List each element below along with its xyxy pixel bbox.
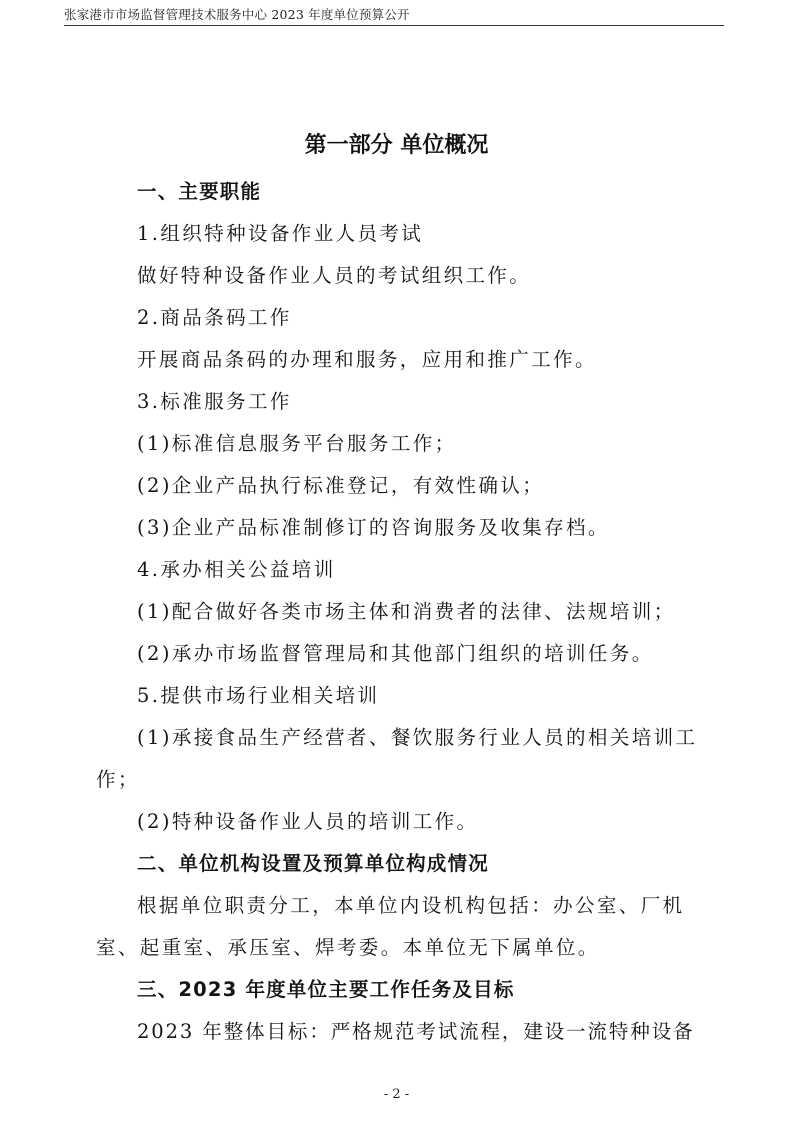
page-title: 第一部分 单位概况 xyxy=(304,133,489,158)
item-4-title: 4.承办相关公益培训 xyxy=(137,558,336,581)
section-heading-organization: 二、单位机构设置及预算单位构成情况 xyxy=(137,852,489,875)
organization-text-line-2: 室、起重室、承压室、焊考委。本单位无下属单位。 xyxy=(96,936,600,959)
item-5-title: 5.提供市场行业相关培训 xyxy=(137,684,380,707)
item-5-sub-2: (2)特种设备作业人员的培训工作。 xyxy=(137,810,479,833)
item-5-sub-1-line-2: 作； xyxy=(96,768,140,791)
item-2-title: 2.商品条码工作 xyxy=(137,306,292,329)
item-1-text: 做好特种设备作业人员的考试组织工作。 xyxy=(137,264,532,287)
item-5-sub-1-line-1: (1)承接食品生产经营者、餐饮服务行业人员的相关培训工 xyxy=(137,726,698,749)
tasks-goals-text-line-1: 2023 年整体目标：严格规范考试流程，建设一流特种设备 xyxy=(137,1020,695,1043)
page-header: 张家港市市场监督管理技术服务中心 2023 年度单位预算公开 xyxy=(64,7,410,22)
item-3-title: 3.标准服务工作 xyxy=(137,390,292,413)
item-3-sub-3: (3)企业产品标准制修订的咨询服务及收集存档。 xyxy=(137,516,610,539)
item-4-sub-1: (1)配合做好各类市场主体和消费者的法律、法规培训； xyxy=(137,600,676,623)
item-1-title: 1.组织特种设备作业人员考试 xyxy=(137,222,424,245)
header-divider xyxy=(64,25,724,26)
item-3-sub-2: (2)企业产品执行标准登记，有效性确认； xyxy=(137,474,545,497)
item-3-sub-1: (1)标准信息服务平台服务工作； xyxy=(137,432,457,455)
item-4-sub-2: (2)承办市场监督管理局和其他部门组织的培训任务。 xyxy=(137,642,654,665)
item-2-text: 开展商品条码的办理和服务，应用和推广工作。 xyxy=(137,348,597,371)
section-heading-main-functions: 一、主要职能 xyxy=(137,180,262,203)
organization-text-line-1: 根据单位职责分工，本单位内设机构包括：办公室、厂机 xyxy=(137,894,685,917)
section-heading-tasks-goals: 三、2023 年度单位主要工作任务及目标 xyxy=(137,978,515,1001)
page-number: - 2 - xyxy=(383,1087,410,1102)
